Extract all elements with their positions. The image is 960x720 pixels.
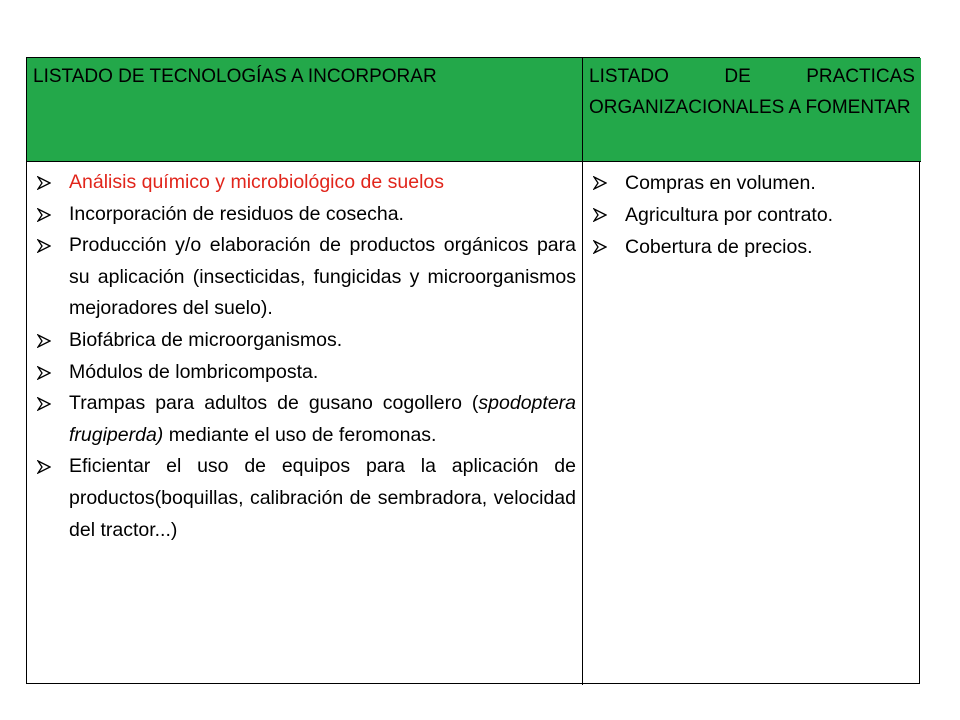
- arrowhead-bullet-icon: [37, 239, 51, 253]
- arrowhead-bullet-icon: [593, 208, 607, 222]
- list-item-text: Biofábrica de microorganismos.: [69, 328, 343, 351]
- list-item: [33, 451, 576, 546]
- practices-list: [589, 167, 915, 263]
- list-item: [33, 167, 576, 199]
- list-item-text: Módulos de lombricomposta.: [69, 360, 319, 383]
- list-item-text: Agricultura por contrato.: [625, 204, 834, 226]
- list-item-text-italic: spodoptera frugiperda): [69, 392, 576, 446]
- arrowhead-bullet-icon: [37, 460, 51, 474]
- arrowhead-bullet-icon: [37, 208, 51, 222]
- header-practices: [583, 58, 921, 162]
- list-item-text-before: Trampas para adultos de gusano cogollero (: [69, 392, 479, 415]
- list-item-text: Incorporación de residuos de cosecha.: [69, 202, 404, 225]
- list-item: [33, 357, 576, 389]
- arrowhead-bullet-icon: [37, 397, 51, 411]
- list-item: [33, 325, 576, 357]
- arrowhead-bullet-icon: [593, 240, 607, 254]
- list-item: [589, 167, 915, 199]
- list-item-text: Producción y/o elaboración de productos orgánicos para su aplicación (insecticidas, fungicidas y microorganismos mejoradores del suelo).: [69, 234, 576, 320]
- practices-table: [26, 57, 920, 684]
- list-item-text-after: mediante el uso de feromonas.: [163, 423, 437, 446]
- practices-cell: [583, 162, 921, 685]
- header-technologies-label: LISTADO DE TECNOLOGÍAS A INCORPORAR: [33, 66, 437, 87]
- list-item: [33, 388, 576, 451]
- list-item-text: Cobertura de precios.: [625, 236, 813, 258]
- arrowhead-bullet-icon: [593, 176, 607, 190]
- header-practices-label: LISTADO DE PRACTICAS ORGANIZACIONALES A FOMENTAR: [589, 66, 915, 118]
- list-item-text: Análisis químico y microbiológico de suelos: [69, 171, 445, 193]
- list-item: [589, 231, 915, 263]
- list-item: [33, 230, 576, 325]
- technologies-list: [33, 167, 576, 546]
- arrowhead-bullet-icon: [37, 366, 51, 380]
- arrowhead-bullet-icon: [37, 334, 51, 348]
- list-item: [33, 199, 576, 231]
- list-item-text: Compras en volumen.: [625, 172, 816, 194]
- header-technologies: [27, 58, 583, 162]
- list-item: [589, 199, 915, 231]
- technologies-cell: [27, 162, 583, 685]
- arrowhead-bullet-icon: [37, 176, 51, 190]
- list-item-text: Eficientar el uso de equipos para la aplicación de productos(boquillas, calibración de sembradora, velocidad del tractor...): [69, 455, 576, 541]
